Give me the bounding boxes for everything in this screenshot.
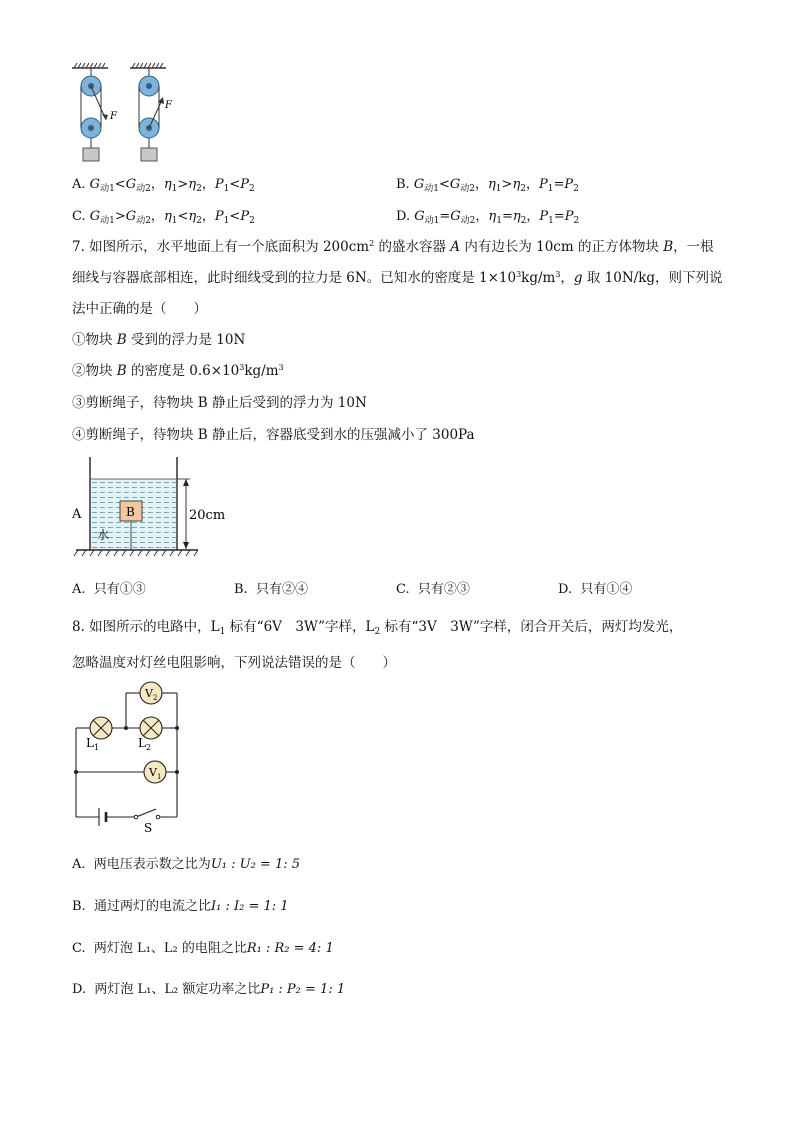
q7-statement-1: ①物块 B 受到的浮力是 10N [72, 332, 246, 348]
q6-option-b[interactable]: B. $G_{动1}<G_{动2}$，$\eta_1>\eta_2$，$P_1=P_2$ [396, 177, 579, 194]
q7-option-b[interactable]: B. 只有②④ [234, 582, 308, 597]
l2-label: $L_2$ [138, 736, 152, 752]
q7-stem-line-1: 7. 如图所示，水平地面上有一个底面积为 $200cm^2$ 的盛水容器 A 内有边长为 10cm 的正方体物块 B，一根 [72, 239, 714, 255]
q6-option-a[interactable]: A. $G_{动1}<G_{动2}$，$\eta_1>\eta_2$，$P_1<P_2$ [72, 177, 255, 194]
v2-label: $V_2$ [145, 687, 158, 702]
container-figure [68, 455, 238, 565]
q7-statement-3: ③剪断绳子，待物块 B 静止后受到的浮力为 10N [72, 395, 367, 411]
q7-statement-2: ②物块 B 的密度是 $0.6\times 10^3kg/m^3$ [72, 363, 284, 379]
q7-stem-line-3: 法中正确的是（ ） [72, 301, 207, 317]
q8-option-a[interactable]: A. 两电压表示数之比为U₁ : U₂ = 1: 5 [72, 857, 301, 872]
q7-option-c[interactable]: C. 只有②③ [396, 582, 470, 597]
q7-option-a[interactable]: A. 只有①③ [72, 582, 146, 597]
q7-option-d[interactable]: D. 只有①④ [558, 582, 633, 597]
pulley-figure [66, 60, 186, 170]
switch-label: S [144, 821, 153, 835]
v1-label: $V_1$ [149, 766, 162, 781]
label-b: B [126, 505, 135, 519]
circuit-figure [66, 680, 191, 835]
q7-stem-line-2: 细线与容器底部相连，此时细线受到的拉力是 6N。已知水的密度是 $1\times 10^3kg/m^3$，g 取 10N/kg，则下列说 [72, 270, 723, 286]
label-a: A [72, 507, 82, 522]
l1-label: $L_1$ [86, 736, 100, 752]
label-water: 水 [97, 528, 110, 542]
q7-statement-4: ④剪断绳子，待物块 B 静止后，容器底受到水的压强减小了 300Pa [72, 427, 475, 443]
q8-stem-line-1: 8. 如图所示的电路中，$L_1$ 标有“6V 3W”字样，$L_2$ 标有“3V 3W”字样，闭合开关后，两灯均发光， [72, 619, 683, 637]
q6-option-c[interactable]: C. $G_{动1}>G_{动2}$，$\eta_1<\eta_2$，$P_1<P_2$ [72, 209, 255, 226]
q8-option-d[interactable]: D. 两灯泡 L₁、L₂ 额定功率之比P₁ : P₂ = 1: 1 [72, 982, 346, 997]
q8-stem-line-2: 忽略温度对灯丝电阻影响，下列说法错误的是（ ） [72, 655, 396, 671]
q8-option-c[interactable]: C. 两灯泡 L₁、L₂ 的电阻之比R₁ : R₂ = 4: 1 [72, 941, 334, 956]
q6-option-d[interactable]: D. $G_{动1}=G_{动2}$，$\eta_1=\eta_2$，$P_1=P_2$ [396, 209, 580, 226]
force-label-right: F [165, 100, 172, 111]
q8-option-b[interactable]: B. 通过两灯的电流之比I₁ : I₂ = 1: 1 [72, 899, 289, 914]
force-label-left: F [110, 111, 117, 122]
label-height: 20cm [189, 508, 226, 523]
